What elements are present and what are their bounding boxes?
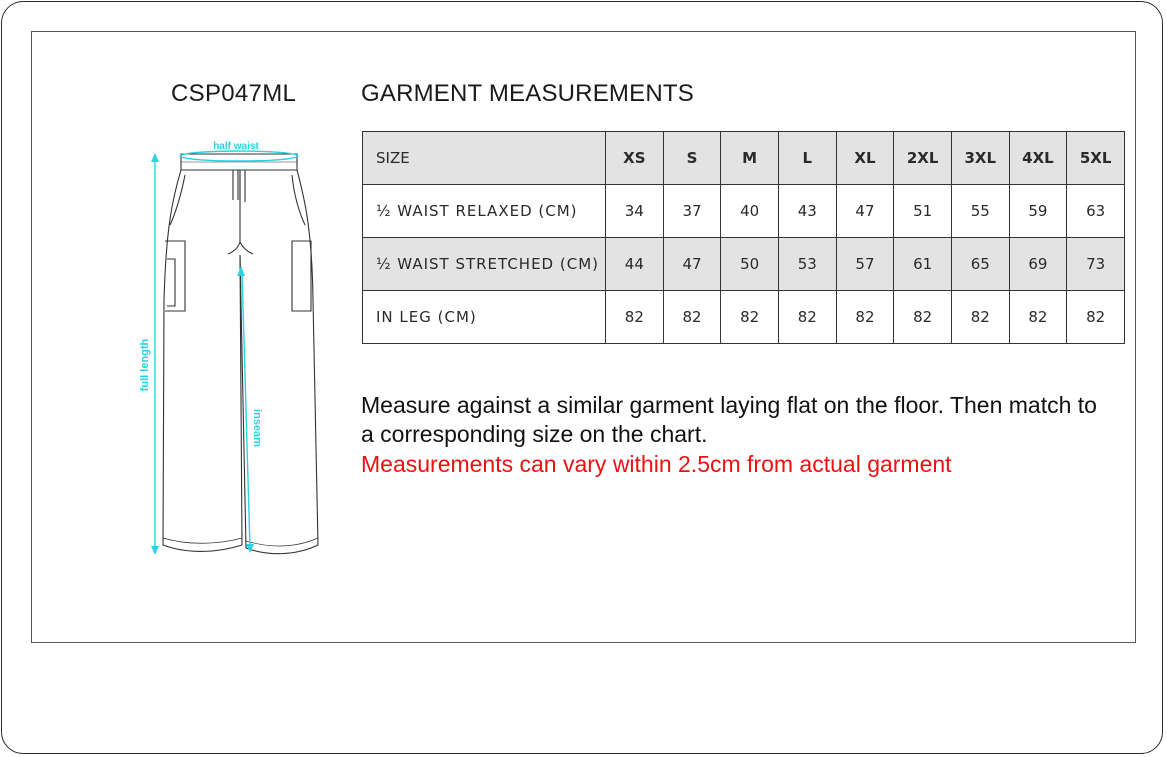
table-cell: 47 xyxy=(663,238,721,291)
table-cell: 82 xyxy=(721,291,779,344)
table-cell: 57 xyxy=(836,238,894,291)
row-label: ½ WAIST RELAXED (CM) xyxy=(363,185,606,238)
table-cell: 47 xyxy=(836,185,894,238)
table-cell: 63 xyxy=(1067,185,1125,238)
size-col: 2XL xyxy=(894,132,952,185)
measurement-warning: Measurements can vary within 2.5cm from actual garment xyxy=(361,451,952,477)
size-header: SIZE xyxy=(363,132,606,185)
table-cell: 51 xyxy=(894,185,952,238)
inseam-label: inseam xyxy=(251,409,263,447)
table-row xyxy=(363,291,1125,344)
table-cell: 82 xyxy=(894,291,952,344)
table-cell: 44 xyxy=(606,238,664,291)
table-cell: 59 xyxy=(1009,185,1067,238)
row-label: IN LEG (CM) xyxy=(363,291,606,344)
table-cell: 50 xyxy=(721,238,779,291)
full-length-label: full length xyxy=(139,338,151,392)
size-col: M xyxy=(721,132,779,185)
table-cell: 82 xyxy=(778,291,836,344)
table-row xyxy=(363,238,1125,291)
table-cell: 43 xyxy=(778,185,836,238)
table-cell: 82 xyxy=(1009,291,1067,344)
table-cell: 65 xyxy=(951,238,1009,291)
table-cell: 55 xyxy=(951,185,1009,238)
table-cell: 69 xyxy=(1009,238,1067,291)
table-cell: 40 xyxy=(721,185,779,238)
half-waist-label: half waist xyxy=(213,141,259,152)
table-cell: 82 xyxy=(1067,291,1125,344)
table-cell: 34 xyxy=(606,185,664,238)
size-col: 4XL xyxy=(1009,132,1067,185)
table-cell: 37 xyxy=(663,185,721,238)
table-cell: 53 xyxy=(778,238,836,291)
page-title: GARMENT MEASUREMENTS xyxy=(361,80,694,107)
table-row xyxy=(363,185,1125,238)
trousers-diagram-icon xyxy=(130,130,330,570)
table-cell: 82 xyxy=(663,291,721,344)
size-col: XS xyxy=(606,132,664,185)
table-cell: 61 xyxy=(894,238,952,291)
size-col: 5XL xyxy=(1067,132,1125,185)
table-cell: 82 xyxy=(606,291,664,344)
row-label: ½ WAIST STRETCHED (CM) xyxy=(363,238,606,291)
size-col: S xyxy=(663,132,721,185)
size-col: XL xyxy=(836,132,894,185)
table-cell: 82 xyxy=(951,291,1009,344)
size-col: 3XL xyxy=(951,132,1009,185)
product-code: CSP047ML xyxy=(171,80,297,107)
table-cell: 73 xyxy=(1067,238,1125,291)
size-col: L xyxy=(778,132,836,185)
table-cell: 82 xyxy=(836,291,894,344)
measurement-note: Measure against a similar garment laying flat on the floor. Then match to a corresponding size on the chart. xyxy=(361,392,1097,447)
size-chart-table xyxy=(362,131,1125,344)
table-header-row xyxy=(363,132,1125,185)
